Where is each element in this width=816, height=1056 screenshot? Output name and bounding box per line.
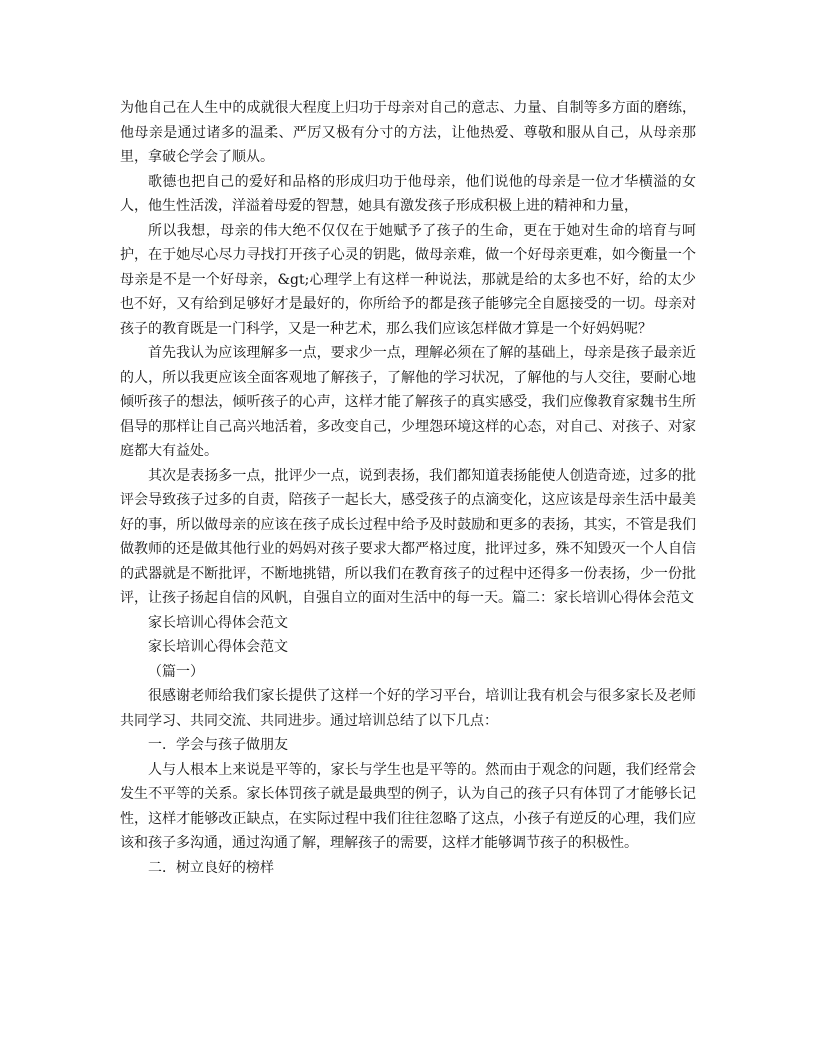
paragraph-equality: 人与人根本上来说是平等的，家长与学生也是平等的。然而由于观念的问题，我们经常会发生不平等的关系。家长体罚孩子就是最典型的例子，认为自己的孩子只有体罚了才能够长记性，这样才能够改正缺点，在实际过程中我们往往忽略了这点，小孩子有逆反的心理，我们应该和孩子多沟通，通过沟通了解，理解孩子的需要，这样才能够调节孩子的积极性。 [120,761,696,851]
section-label: （篇一） [148,663,204,680]
document-body [120,96,696,880]
article-subtitle: 家长培训心得体会范文 [148,639,288,655]
paragraph-understanding: 首先我认为应该理解多一点，要求少一点，理解必须在了解的基础上，母亲是孩子最亲近的人，所以我更应该全面客观地了解孩子，了解他的学习状况，了解他的与人交往，要耐心地倾听孩子的想法，倾听孩子的心声，这样才能了解孩子的真实感受，我们应像教育家魏书生所倡导的那样让自己高兴地活着，多改变自己，少埋怨环境这样的心态，对自己、对孩子、对家庭都大有益处。 [120,345,696,459]
article-title: 家长培训心得体会范文 [148,614,288,631]
paragraph-praise: 其次是表扬多一点，批评少一点，说到表扬，我们都知道表扬能使人创造奇迹，过多的批评会导致孩子过多的自责，陪孩子一起长大，感受孩子的点滴变化，这应该是母亲生活中最美好的事，所以做母亲的应该在孩子成长过程中给予及时鼓励和更多的表扬，其实，不管是我们做教师的还是做其他行业的妈妈对孩子要求大都严格过度，批评过多，殊不知毁灭一个人自信的武器就是不断批评，不断地挑错，所以我们在教育孩子的过程中还得多一份表扬，少一份批评，让孩子扬起自信的风帆，自强自立的面对生活中的每一天。篇二：家长培训心得体会范文 [120,467,696,606]
heading-point-one: 一．学会与孩子做朋友 [148,737,288,753]
paragraph-goethe: 歌德也把自己的爱好和品格的形成归功于他母亲，他们说他的母亲是一位才华横溢的女人，他生性活泼，洋溢着母爱的智慧，她具有激发孩子形成积极上进的精神和力量， [120,173,696,214]
paragraph-thanks: 很感谢老师给我们家长提供了这样一个好的学习平台，培训让我有机会与很多家长及老师共同学习、共同交流、共同进步。通过培训总结了以下几点： [120,688,696,729]
paragraph-napoleon: 为他自己在人生中的成就很大程度上归功于母亲对自己的意志、力量、自制等多方面的磨练，他母亲是通过诸多的温柔、严厉又极有分寸的方法，让他热爱、尊敬和服从自己，从母亲那里，拿破仑学会了顺从。 [120,100,696,165]
paragraph-mother-greatness: 所以我想，母亲的伟大绝不仅仅在于她赋予了孩子的生命，更在于她对生命的培育与呵护，在于她尽心尽力寻找打开孩子心灵的钥匙，做母亲难，做一个好母亲更难，如今衡量一个母亲是不是一个好母亲，&gt;心理学上有这样一种说法，那就是给的太多也不好，给的太少也不好，又有给到足够好才是最好的，你所给予的都是孩子能够完全自愿接受的一切。母亲对孩子的教育既是一门科学，又是一种艺术，那么我们应该怎样做才算是一个好妈妈呢？ [120,222,696,337]
heading-point-two: 二．树立良好的榜样 [148,859,274,876]
